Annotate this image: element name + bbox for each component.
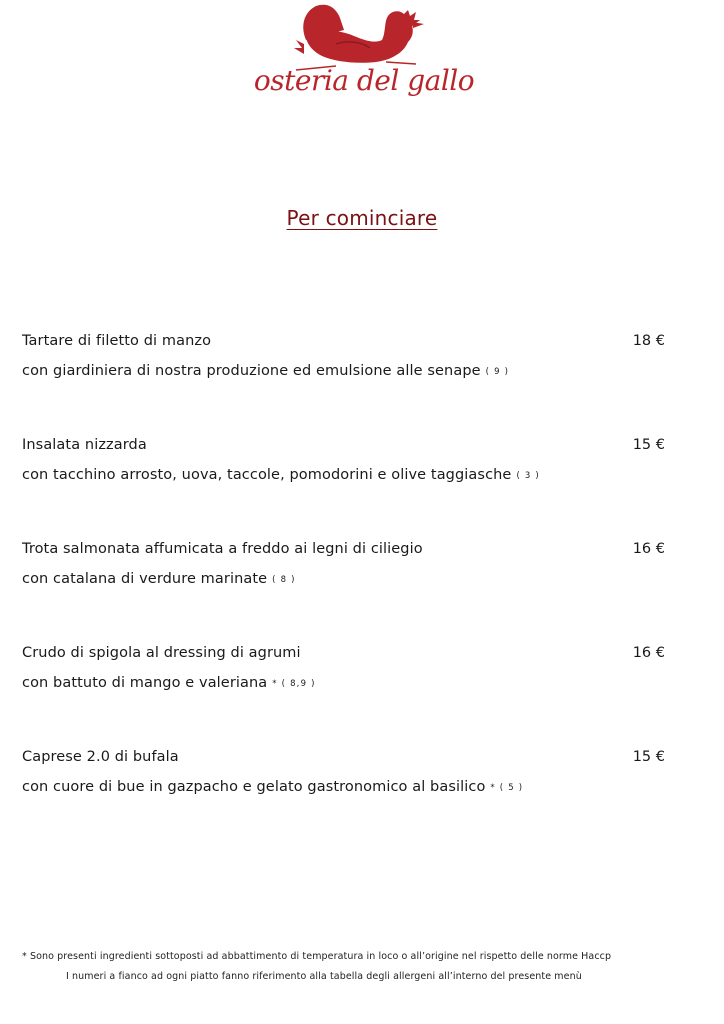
footnote-haccp: * Sono presenti ingredienti sottoposti ad abbattimento di temperatura in loco o all’origine nel rispetto delle norme Haccp	[22, 951, 612, 962]
dish-description-text: con giardiniera di nostra produzione ed emulsione alle senape	[22, 363, 481, 379]
menu-item	[22, 541, 670, 601]
allergen-codes: * ( 5 )	[490, 783, 524, 793]
dish-description	[22, 571, 296, 587]
dish-price: 15 €	[632, 437, 665, 453]
dish-description	[22, 467, 540, 483]
dish-description-text: con tacchino arrosto, uova, taccole, pomodorini e olive taggiasche	[22, 467, 512, 483]
dish-price: 16 €	[632, 645, 665, 661]
dish-description-text: con battuto di mango e valeriana	[22, 675, 268, 691]
dish-name: Insalata nizzarda	[22, 437, 147, 453]
dish-description-text: con catalana di verdure marinate	[22, 571, 268, 587]
dish-name: Tartare di filetto di manzo	[22, 333, 212, 349]
dish-name: Caprese 2.0 di bufala	[22, 749, 179, 765]
dish-name: Crudo di spigola al dressing di agrumi	[22, 645, 301, 661]
menu-item	[22, 333, 670, 393]
menu-item	[22, 645, 670, 705]
dish-description-text: con cuore di bue in gazpacho e gelato gastronomico al basilico	[22, 779, 486, 795]
menu-item	[22, 437, 670, 497]
dish-price: 16 €	[632, 541, 665, 557]
allergen-codes: ( 8 )	[272, 575, 296, 585]
dish-description	[22, 779, 523, 795]
rooster-icon	[236, 0, 492, 104]
allergen-codes: * ( 8,9 )	[272, 679, 316, 689]
menu-item	[22, 749, 670, 809]
logo-wordmark: osteria del gallo	[253, 64, 475, 97]
dish-name: Trota salmonata affumicata a freddo ai legni di ciliegio	[22, 541, 423, 557]
dish-description	[22, 363, 509, 379]
dish-price: 15 €	[632, 749, 665, 765]
footnote-allergens: I numeri a fianco ad ogni piatto fanno riferimento alla tabella degli allergeni all’interno del presente menù	[66, 971, 582, 982]
section-title: Per cominciare	[286, 206, 438, 230]
dish-description	[22, 675, 316, 691]
restaurant-logo	[236, 0, 492, 104]
allergen-codes: ( 9 )	[485, 367, 510, 377]
dish-price: 18 €	[632, 333, 665, 349]
allergen-codes: ( 3 )	[516, 471, 540, 481]
